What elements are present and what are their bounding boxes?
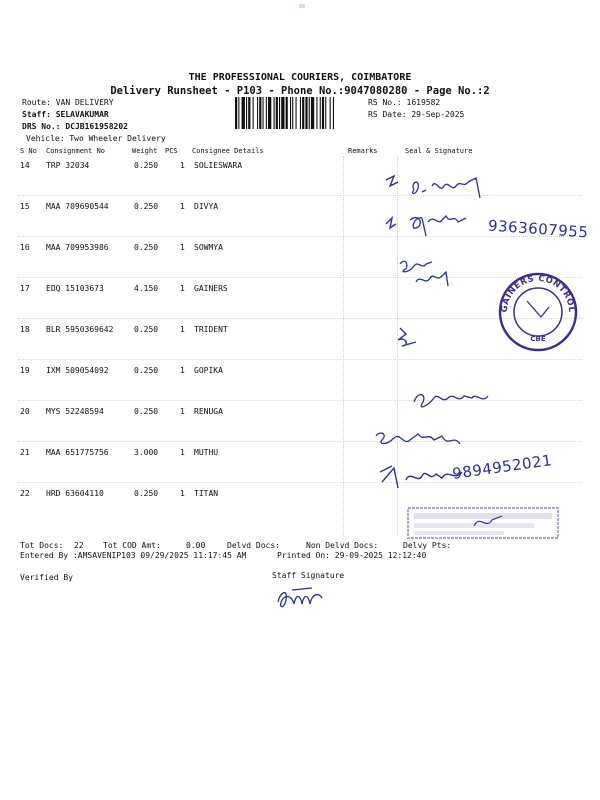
cell-sno: 18 [20,325,30,334]
staff-label: Staff: SELAVAKUMAR [22,110,109,119]
faded-stamp [406,506,564,542]
barcode [235,97,363,129]
cell-consignment: MYS 52248594 [46,407,104,416]
signature-row-14 [380,168,500,208]
verified-by-label: Verified By [20,573,73,582]
cell-consignee: TITAN [194,489,219,498]
header-consignee: Consignee Details [192,147,264,155]
cell-weight: 4.150 [134,284,159,293]
signature-row-15 [380,206,480,242]
signature-row-19 [408,384,498,414]
handwritten-phone-1: 9363607955 [487,216,589,242]
cell-consignment: IXM 509054092 [46,366,109,375]
rs-no: RS No.: 1619582 [368,98,441,107]
staff-signature [272,582,332,614]
cell-weight: 0.250 [134,161,159,170]
cell-weight: 0.250 [134,407,159,416]
cell-sno: 22 [20,489,30,498]
header-pcs: PCS [165,147,178,155]
seal-text: GAINERS CONTROL [499,273,577,313]
company-title: THE PROFESSIONAL COURIERS, COIMBATORE [188,72,412,83]
header-remarks: Remarks [348,147,378,155]
cell-pcs: 1 [180,489,185,498]
seal-subtext: CBE [530,335,546,343]
cell-weight: 3.000 [134,448,159,457]
cell-consignee: DIVYA [194,202,219,211]
cell-sno: 17 [20,284,30,293]
cell-weight: 0.250 [134,366,159,375]
cell-pcs: 1 [180,366,185,375]
cell-weight: 0.250 [134,489,159,498]
cell-consignee: RENUGA [194,407,223,416]
cell-pcs: 1 [180,407,185,416]
cell-pcs: 1 [180,202,185,211]
header-seal-signature: Seal & Signature [405,147,473,155]
header-weight: Weight [132,147,158,155]
delivery-points-label: Delvy Pts: [403,541,452,550]
row-divider [18,441,582,442]
row-divider [18,482,582,483]
cell-sno: 19 [20,366,30,375]
cell-consignee: SOLIESWARA [194,161,243,170]
cell-weight: 0.250 [134,202,159,211]
svg-text:GAINERS CONTROL [500,274,576,313]
remarks-column-divider [343,156,344,536]
cell-pcs: 1 [180,161,185,170]
cell-consignment: TRP 32034 [46,161,90,170]
cell-sno: 14 [20,161,30,170]
signature-row-20 [370,426,480,462]
cell-consignment: BLR 5950369642 [46,325,114,334]
header-consignment: Consignment No [46,147,106,155]
cell-pcs: 1 [180,448,185,457]
tot-docs-value: 22 [74,541,84,550]
cell-sno: 21 [20,448,30,457]
cell-consignment: MAA 651775756 [46,448,109,457]
cell-pcs: 1 [180,243,185,252]
entered-by: Entered By :AMSAVENIP103 09/29/2025 11:17:45 AM [20,551,247,560]
signature-row-16 [396,252,466,296]
cell-consignment: EDQ 15103673 [46,284,104,293]
row-divider [18,359,582,360]
cell-consignee: GOPIKA [194,366,223,375]
cell-weight: 0.250 [134,325,159,334]
cell-sno: 15 [20,202,30,211]
cell-consignment: MAA 709690544 [46,202,109,211]
row-divider [18,236,582,237]
cell-sno: 20 [20,407,30,416]
cell-consignee: SOWMYA [194,243,223,252]
cell-consignee: MUTHU [194,448,219,457]
delivered-docs-label: Delvd Docs: [227,541,280,550]
cell-sno: 16 [20,243,30,252]
header-sno: S No [20,147,37,155]
cell-consignment: MAA 709953986 [46,243,109,252]
vehicle-label: Vehicle: Two Wheeler Delivery [26,134,166,143]
non-delivered-docs-label: Non Delvd Docs: [306,541,379,550]
company-seal [497,271,579,353]
tot-cod-label: Tot COD Amt: [103,541,161,550]
rs-date: RS Date: 29-Sep-2025 [368,110,465,119]
route-label: Route: VAN DELIVERY [22,98,114,107]
cell-consignee: GAINERS [194,284,228,293]
drs-label: DRS No.: DCJB161958202 [22,122,128,131]
tot-docs-label: Tot Docs: [20,541,64,550]
cell-pcs: 1 [180,284,185,293]
printed-on: Printed On: 29-09-2025 12:12:40 [277,551,427,560]
tot-cod-value: 0.00 [186,541,206,550]
cell-consignment: HRD 63604110 [46,489,104,498]
cell-pcs: 1 [180,325,185,334]
runsheet-title: Delivery Runsheet - P103 - Phone No.:9047080280 - Page No.:2 [110,85,490,97]
handwritten-phone-2: 9894952021 [451,451,554,483]
cell-weight: 0.250 [134,243,159,252]
scan-speck [299,4,305,8]
staff-signature-label: Staff Signature [272,571,345,580]
cell-consignee: TRIDENT [194,325,228,334]
signature-row-18 [392,322,432,352]
